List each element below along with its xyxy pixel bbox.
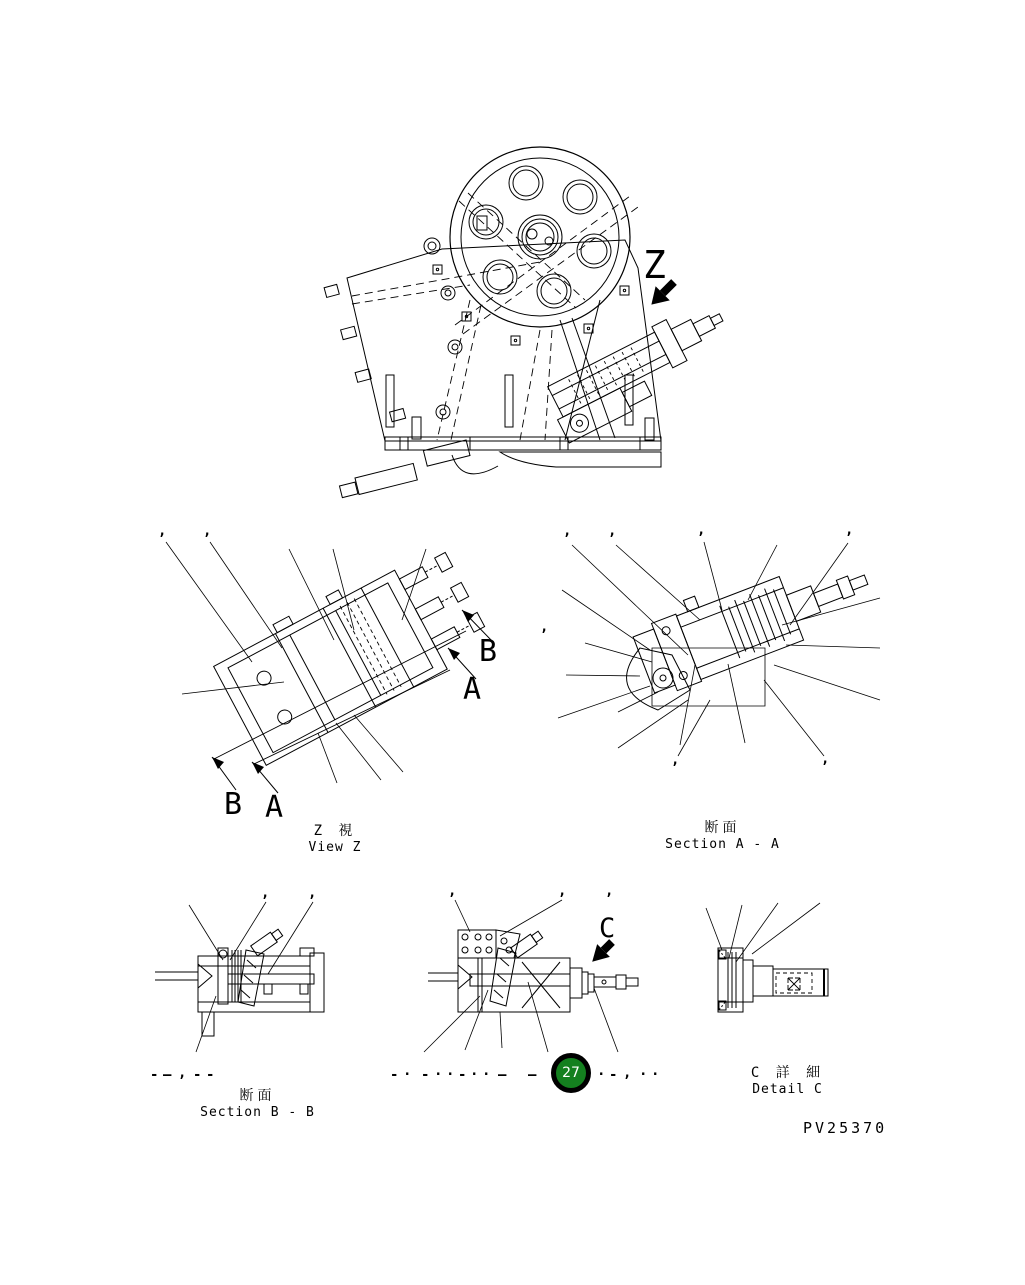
part-callout-number: 27	[562, 1065, 580, 1081]
callout-mark: ,	[203, 523, 212, 539]
ref-mark: ,	[623, 1065, 632, 1081]
callout-mark: ,	[308, 885, 317, 901]
main-assembly-view	[324, 147, 731, 499]
detail-pointer-label: C	[599, 913, 616, 944]
callout-mark: ,	[261, 885, 270, 901]
ref-mark: .	[597, 1063, 606, 1079]
section-aa-caption: 断面 Section A - A	[665, 820, 780, 852]
detail-c-caption: C 詳 細 Detail C	[750, 1065, 825, 1097]
section-bb-drawing	[155, 902, 324, 1052]
drawing-number: PV25370	[803, 1119, 888, 1137]
callout-mark: ,	[605, 883, 614, 899]
callout-mark: ,	[608, 523, 617, 539]
ref-mark: –	[163, 1067, 172, 1083]
ref-mark: -	[150, 1067, 159, 1083]
callout-mark: ,	[821, 751, 830, 767]
ref-mark: .	[470, 1063, 479, 1079]
ref-mark: —	[528, 1067, 537, 1083]
part-callout-badge[interactable]	[551, 1053, 591, 1093]
ref-mark: .	[639, 1063, 648, 1079]
callout-mark: ,	[563, 523, 572, 539]
view-z-drawing	[166, 537, 494, 793]
section-a-label-top: A	[463, 672, 482, 707]
ref-mark: .	[403, 1063, 412, 1079]
callout-mark: ,	[540, 619, 549, 635]
ref-mark: .	[434, 1063, 443, 1079]
section-b-label-bottom: B	[224, 787, 243, 822]
callout-mark: ,	[671, 752, 680, 768]
callout-mark: ,	[448, 883, 457, 899]
ref-mark: ,	[178, 1065, 187, 1081]
callout-mark: ,	[558, 883, 567, 899]
section-a-label-bottom: A	[265, 790, 284, 825]
ref-mark: .	[482, 1063, 491, 1079]
detail-c-drawing	[706, 903, 828, 1012]
ref-mark: -	[458, 1067, 467, 1083]
ref-mark: -	[421, 1067, 430, 1083]
ref-mark: .	[651, 1063, 660, 1079]
callout-mark: ,	[845, 522, 854, 538]
ref-mark: -	[206, 1067, 215, 1083]
ref-mark: –	[498, 1067, 507, 1083]
view-z-caption: Z 視 View Z	[308, 823, 362, 855]
callout-mark: ,	[697, 522, 706, 538]
ref-mark: -	[609, 1067, 618, 1083]
ref-mark: -	[390, 1067, 399, 1083]
callout-mark: ,	[158, 523, 167, 539]
section-b-label-top: B	[479, 634, 498, 669]
ref-mark: -	[193, 1067, 202, 1083]
view-direction-label: Z	[643, 243, 666, 287]
section-aa-drawing	[558, 537, 880, 756]
section-bb-caption: 断面 Section B - B	[200, 1088, 315, 1120]
ref-mark: .	[446, 1063, 455, 1079]
